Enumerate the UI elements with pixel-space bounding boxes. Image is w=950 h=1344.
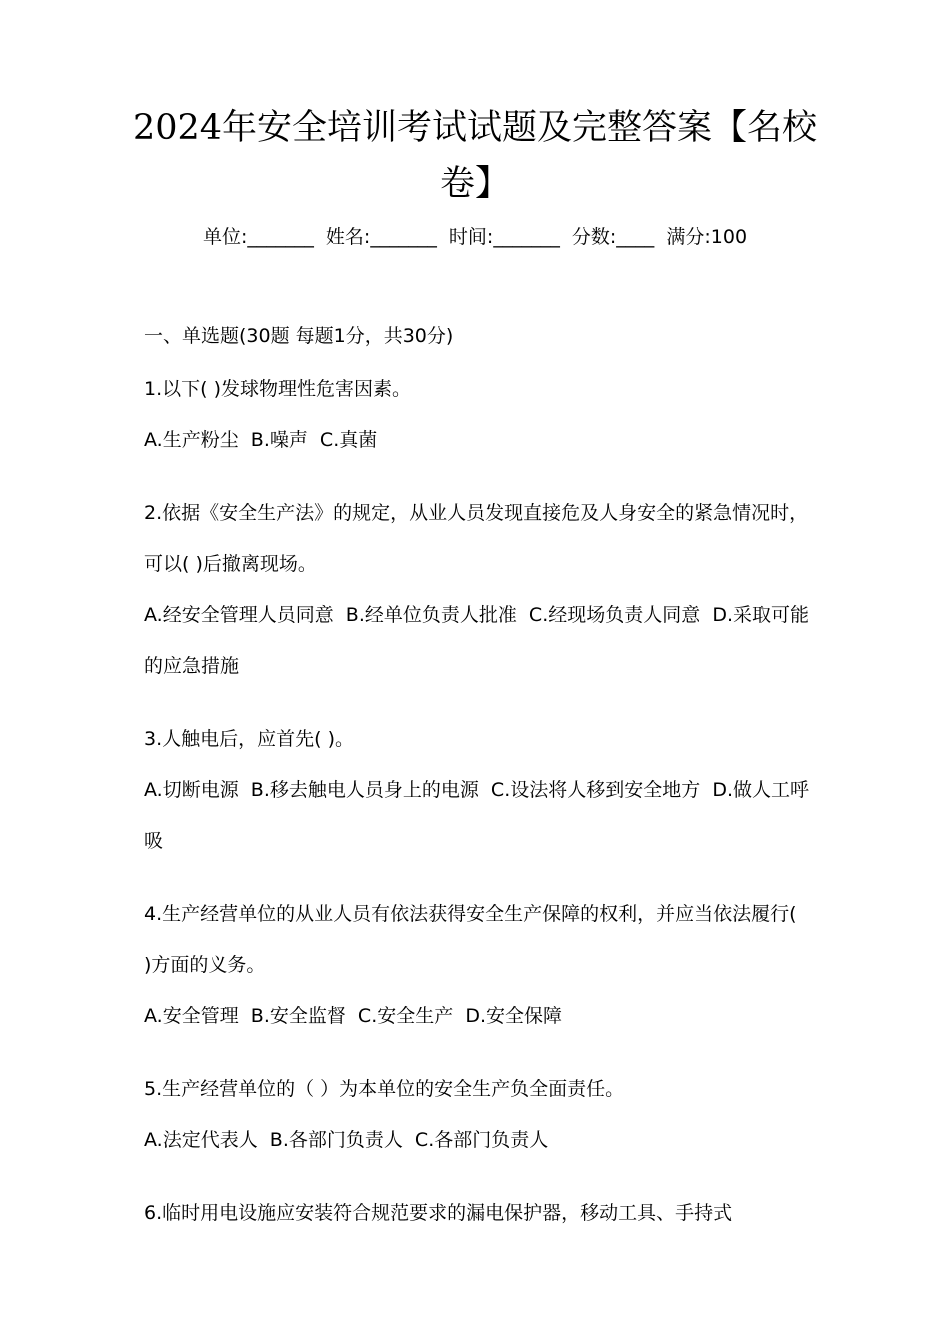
- question-stem: 5.生产经营单位的（ ）为本单位的安全生产负全面责任。: [144, 1078, 625, 1100]
- question-options: A.切断电源 B.移去触电人员身上的电源 C.设法将人移到安全地方 D.做人工呼吸: [144, 779, 809, 852]
- question-3: [144, 714, 809, 867]
- question-options: A.生产粉尘 B.噪声 C.真菌: [144, 429, 378, 451]
- question-2: [144, 488, 809, 692]
- question-options: A.安全管理 B.安全监督 C.安全生产 D.安全保障: [144, 1005, 562, 1027]
- exam-info-line: 单位:_______ 姓名:_______ 时间:_______ 分数:____ 满分:100: [202, 226, 748, 248]
- question-6: [144, 1188, 809, 1239]
- question-stem: 1.以下( )发球物理性危害因素。: [144, 378, 411, 400]
- question-stem: 6.临时用电设施应安装符合规范要求的漏电保护器，移动工具、手持式: [144, 1202, 733, 1224]
- question-stem: 3.人触电后，应首先( )。: [144, 728, 354, 750]
- question-options: A.法定代表人 B.各部门负责人 C.各部门负责人: [144, 1129, 549, 1151]
- question-stem: 2.依据《安全生产法》的规定，从业人员发现直接危及人身安全的紧急情况时，可以( )后撤离现场。: [144, 502, 809, 575]
- question-4: [144, 889, 809, 1042]
- question-5: [144, 1064, 809, 1166]
- document-content: [144, 318, 809, 1239]
- question-1: [144, 364, 809, 466]
- document-title: 2024年安全培训考试试题及完整答案【名校卷】: [132, 108, 818, 204]
- section-heading: 一、单选题(30题 每题1分，共30分): [144, 325, 454, 347]
- question-stem: 4.生产经营单位的从业人员有依法获得安全生产保障的权利，并应当依法履行( )方面的义务。: [144, 903, 797, 976]
- question-options: A.经安全管理人员同意 B.经单位负责人批准 C.经现场负责人同意 D.采取可能的应急措施: [144, 604, 809, 677]
